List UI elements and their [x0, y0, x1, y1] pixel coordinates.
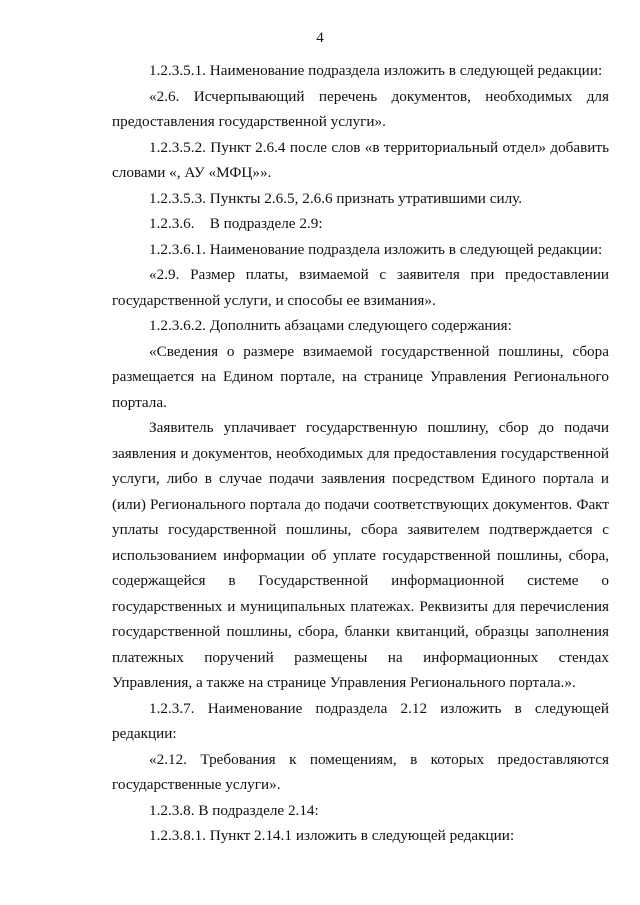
paragraph-fee-info: «Сведения о размере взимаемой государственной пошлины, сбора размещается на Едином портале, на странице Управления Регионального портала. — [112, 342, 609, 411]
document-body — [112, 58, 609, 849]
paragraph-1-2-3-8-1: 1.2.3.8.1. Пункт 2.14.1 изложить в следующей редакции: — [149, 827, 515, 844]
paragraph-quote-2-6: «2.6. Исчерпывающий перечень документов, необходимых для предоставления государственной услуги». — [112, 87, 609, 130]
paragraph-quote-2-12: «2.12. Требования к помещениям, в которых предоставляются государственные услуги». — [112, 750, 609, 793]
paragraph-1-2-3-7: 1.2.3.7. Наименование подраздела 2.12 изложить в следующей редакции: — [112, 699, 609, 742]
paragraph-1-2-3-5-2: 1.2.3.5.2. Пункт 2.6.4 после слов «в территориальный отдел» добавить словами «, АУ «МФЦ»». — [112, 138, 609, 181]
paragraph-1-2-3-6-2: 1.2.3.6.2. Дополнить абзацами следующего содержания: — [149, 317, 512, 334]
paragraph-1-2-3-6-1: 1.2.3.6.1. Наименование подраздела изложить в следующей редакции: — [149, 240, 603, 258]
paragraph-1-2-3-6: 1.2.3.6. В подразделе 2.9: — [149, 215, 323, 232]
paragraph-1-2-3-5-3: 1.2.3.5.3. Пункты 2.6.5, 2.6.6 признать утратившими силу. — [149, 189, 523, 207]
paragraph-quote-2-9: «2.9. Размер платы, взимаемой с заявителя при предоставлении государственной услуги, и способы ее взимания». — [112, 266, 609, 309]
page-number: 4 — [316, 30, 324, 46]
paragraph-1-2-3-8: 1.2.3.8. В подразделе 2.14: — [149, 801, 319, 819]
paragraph-1-2-3-5-1: 1.2.3.5.1. Наименование подраздела изложить в следующей редакции: — [149, 62, 603, 79]
paragraph-applicant-payment: Заявитель уплачивает государственную пошлину, сбор до подачи заявления и документов, необходимых для предоставления государственной услуги, либо в случае подачи заявления посредством Единого портала и (или) Регионального портала до подачи соответствующих документов. Факт уплаты государственной пошлины, сбора заявителем подтверждается с использованием информации об уплате государственной пошлины, сбора, содержащейся в Государственной информационной системе о государственных и муниципальных платежах. Реквизиты для перечисления государственной пошлины, сбора, бланки квитанций, образцы заполнения платежных поручений размещены на информационных стендах Управления, а также на странице Управления Регионального портала.». — [112, 419, 609, 691]
